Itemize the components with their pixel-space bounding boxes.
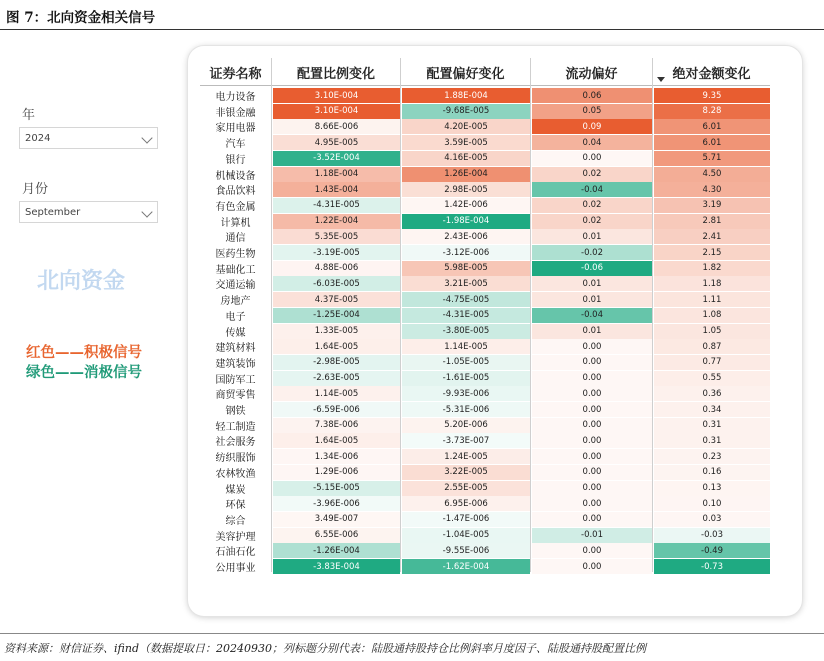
table-cell-liq[interactable]: 0.02 bbox=[532, 167, 652, 182]
row-label: 食品饮料 bbox=[215, 186, 256, 198]
table-cell-amt[interactable]: 0.13 bbox=[654, 481, 770, 496]
table-cell-ratio[interactable]: -6.03E-005 bbox=[273, 276, 400, 291]
table-cell-amt[interactable]: 0.10 bbox=[654, 496, 770, 511]
table-cell-ratio[interactable]: -3.52E-004 bbox=[273, 151, 400, 166]
column-header-amount[interactable]: 绝对金额变化 bbox=[672, 67, 751, 82]
table-cell-ratio[interactable]: 3.49E-007 bbox=[273, 512, 400, 527]
table-cell-amt[interactable]: 1.11 bbox=[654, 292, 770, 307]
row-label: 通信 bbox=[225, 233, 246, 245]
table-cell-pref[interactable]: 2.55E-005 bbox=[402, 481, 530, 496]
table-cell-pref[interactable]: -4.75E-005 bbox=[402, 292, 530, 307]
row-label: 综合 bbox=[225, 515, 246, 527]
table-cell-amt[interactable]: 0.03 bbox=[654, 512, 770, 527]
legend-negative: 绿色——消极信号 bbox=[26, 365, 142, 381]
table-cell-pref[interactable]: 5.20E-006 bbox=[402, 418, 530, 433]
table-cell-amt[interactable]: 0.16 bbox=[654, 465, 770, 480]
table-cell-ratio[interactable]: 1.64E-005 bbox=[273, 339, 400, 354]
table-cell-ratio[interactable]: 1.22E-004 bbox=[273, 214, 400, 229]
table-cell-liq[interactable]: 0.01 bbox=[532, 229, 652, 244]
table-cell-amt[interactable]: 1.82 bbox=[654, 261, 770, 276]
row-label: 医药生物 bbox=[215, 249, 256, 260]
chevron-down-icon bbox=[141, 132, 152, 143]
table-cell-ratio[interactable]: 3.10E-004 bbox=[273, 104, 400, 119]
column-header-liquidity[interactable]: 流动偏好 bbox=[565, 67, 618, 82]
row-label: 计算机 bbox=[220, 217, 251, 229]
table-cell-ratio[interactable]: 1.33E-005 bbox=[273, 324, 400, 339]
month-filter-label: 月份 bbox=[22, 182, 49, 197]
year-select-value: 2024 bbox=[25, 133, 51, 144]
row-label: 房地产 bbox=[220, 296, 251, 308]
table-cell-amt[interactable]: 1.18 bbox=[654, 276, 770, 291]
table-cell-pref[interactable]: 5.98E-005 bbox=[402, 261, 530, 276]
table-cell-ratio[interactable]: 1.14E-005 bbox=[273, 386, 400, 401]
table-cell-amt[interactable]: 2.41 bbox=[654, 229, 770, 244]
year-filter-label: 年 bbox=[22, 108, 36, 123]
table-cell-pref[interactable]: -3.12E-006 bbox=[402, 245, 530, 260]
table-cell-pref[interactable]: 4.16E-005 bbox=[402, 151, 530, 166]
source-note: 资料来源：财信证券、ifind（数据提取日：20240930；列标题分别代表：陆股通持股持仓比例斜率月度因子、陆股通持股配置比例 bbox=[4, 642, 646, 655]
table-cell-ratio[interactable]: 3.10E-004 bbox=[273, 88, 400, 103]
table-cell-liq[interactable]: 0.01 bbox=[532, 276, 652, 291]
table-cell-amt[interactable]: 0.23 bbox=[654, 449, 770, 464]
table-cell-pref[interactable]: -1.62E-004 bbox=[402, 559, 530, 574]
table-cell-pref[interactable]: -1.47E-006 bbox=[402, 512, 530, 527]
row-label: 钢铁 bbox=[225, 406, 246, 417]
row-label: 石油石化 bbox=[215, 547, 256, 559]
table-cell-liq[interactable]: 0.04 bbox=[532, 135, 652, 150]
table-cell-ratio[interactable]: -2.98E-005 bbox=[273, 355, 400, 370]
table-cell-pref[interactable]: 1.26E-004 bbox=[402, 167, 530, 182]
column-separator bbox=[271, 58, 272, 572]
table-cell-pref[interactable]: 3.22E-005 bbox=[402, 465, 530, 480]
table-cell-pref[interactable]: 4.20E-005 bbox=[402, 119, 530, 134]
column-header-name[interactable]: 证券名称 bbox=[209, 67, 262, 82]
legend-positive: 红色——积极信号 bbox=[26, 345, 142, 361]
row-label: 公用事业 bbox=[215, 563, 256, 574]
sort-descending-icon[interactable] bbox=[657, 77, 665, 82]
table-cell-ratio[interactable]: -3.96E-006 bbox=[273, 496, 400, 511]
table-cell-liq[interactable]: 0.00 bbox=[532, 418, 652, 433]
table-cell-ratio[interactable]: -4.31E-005 bbox=[273, 198, 400, 213]
table-cell-liq[interactable]: 0.00 bbox=[532, 512, 652, 527]
table-cell-amt[interactable]: 4.30 bbox=[654, 182, 770, 197]
table-cell-liq[interactable]: 0.09 bbox=[532, 119, 652, 134]
table-cell-amt[interactable]: 0.34 bbox=[654, 402, 770, 417]
table-cell-ratio[interactable]: 4.88E-006 bbox=[273, 261, 400, 276]
table-cell-pref[interactable]: -9.68E-005 bbox=[402, 104, 530, 119]
table-cell-liq[interactable]: 0.00 bbox=[532, 543, 652, 558]
table-cell-liq[interactable]: 0.02 bbox=[532, 214, 652, 229]
table-cell-liq[interactable]: 0.00 bbox=[532, 151, 652, 166]
column-separator bbox=[400, 58, 401, 572]
title-rule bbox=[0, 29, 824, 30]
table-cell-ratio[interactable]: 4.95E-005 bbox=[273, 135, 400, 150]
row-label: 机械设备 bbox=[215, 170, 256, 182]
table-cell-liq[interactable]: -0.01 bbox=[532, 528, 652, 543]
table-cell-ratio[interactable]: -1.25E-004 bbox=[273, 308, 400, 323]
figure-title: 图 7：北向资金相关信号 bbox=[6, 10, 156, 26]
table-cell-amt[interactable]: 0.31 bbox=[654, 433, 770, 448]
year-select[interactable] bbox=[19, 127, 158, 149]
table-cell-pref[interactable]: 2.98E-005 bbox=[402, 182, 530, 197]
row-label: 美容护理 bbox=[215, 531, 256, 543]
row-label: 纺织服饰 bbox=[215, 453, 256, 465]
table-cell-amt[interactable]: 0.36 bbox=[654, 386, 770, 401]
month-select[interactable] bbox=[19, 201, 158, 223]
table-cell-amt[interactable]: 5.71 bbox=[654, 151, 770, 166]
table-cell-liq[interactable]: 0.00 bbox=[532, 496, 652, 511]
table-cell-pref[interactable]: -9.93E-006 bbox=[402, 386, 530, 401]
column-header-pref[interactable]: 配置偏好变化 bbox=[426, 67, 505, 82]
table-cell-pref[interactable]: -5.31E-006 bbox=[402, 402, 530, 417]
table-cell-ratio[interactable]: 1.34E-006 bbox=[273, 449, 400, 464]
table-cell-pref[interactable]: 1.88E-004 bbox=[402, 88, 530, 103]
table-cell-ratio[interactable]: -3.83E-004 bbox=[273, 559, 400, 574]
row-label: 建筑装饰 bbox=[215, 358, 256, 370]
table-cell-amt[interactable]: 8.28 bbox=[654, 104, 770, 119]
table-cell-liq[interactable]: -0.06 bbox=[532, 261, 652, 276]
month-select-value: September bbox=[25, 207, 81, 218]
table-cell-ratio[interactable]: 4.37E-005 bbox=[273, 292, 400, 307]
northbound-title: 北向资金 bbox=[37, 269, 126, 294]
table-cell-pref[interactable]: 2.43E-006 bbox=[402, 229, 530, 244]
table-cell-ratio[interactable]: -3.19E-005 bbox=[273, 245, 400, 260]
row-label: 有色金属 bbox=[215, 201, 256, 213]
table-cell-pref[interactable]: 3.21E-005 bbox=[402, 276, 530, 291]
table-cell-liq[interactable]: 0.00 bbox=[532, 402, 652, 417]
table-cell-pref[interactable]: -1.04E-005 bbox=[402, 528, 530, 543]
table-cell-pref[interactable]: -1.98E-004 bbox=[402, 214, 530, 229]
table-cell-ratio[interactable]: 1.43E-004 bbox=[273, 182, 400, 197]
table-cell-ratio[interactable]: 1.29E-006 bbox=[273, 465, 400, 480]
table-cell-pref[interactable]: 3.59E-005 bbox=[402, 135, 530, 150]
table-cell-ratio[interactable]: 5.35E-005 bbox=[273, 229, 400, 244]
table-cell-ratio[interactable]: 1.18E-004 bbox=[273, 167, 400, 182]
row-label: 银行 bbox=[225, 154, 246, 166]
table-cell-liq[interactable]: 0.00 bbox=[532, 386, 652, 401]
table-cell-ratio[interactable]: 8.66E-006 bbox=[273, 119, 400, 134]
row-label: 非银金融 bbox=[215, 107, 256, 119]
table-cell-liq[interactable]: 0.01 bbox=[532, 292, 652, 307]
table-cell-amt[interactable]: 0.55 bbox=[654, 371, 770, 386]
table-cell-liq[interactable]: 0.00 bbox=[532, 371, 652, 386]
table-cell-ratio[interactable]: 6.55E-006 bbox=[273, 528, 400, 543]
table-cell-pref[interactable]: 1.14E-005 bbox=[402, 339, 530, 354]
table-cell-pref[interactable]: 6.95E-006 bbox=[402, 496, 530, 511]
row-label: 建筑材料 bbox=[215, 343, 256, 355]
table-cell-liq[interactable]: 0.00 bbox=[532, 355, 652, 370]
column-header-ratio[interactable]: 配置比例变化 bbox=[296, 67, 375, 82]
table-cell-amt[interactable]: 2.81 bbox=[654, 214, 770, 229]
table-cell-liq[interactable]: 0.06 bbox=[532, 88, 652, 103]
table-cell-ratio[interactable]: -5.15E-005 bbox=[273, 481, 400, 496]
table-cell-amt[interactable]: -0.73 bbox=[654, 559, 770, 574]
column-separator bbox=[530, 58, 531, 572]
table-cell-amt[interactable]: 1.05 bbox=[654, 324, 770, 339]
table-cell-amt[interactable]: 0.77 bbox=[654, 355, 770, 370]
table-cell-liq[interactable]: 0.00 bbox=[532, 339, 652, 354]
table-cell-liq[interactable]: 0.00 bbox=[532, 481, 652, 496]
table-cell-amt[interactable]: 4.50 bbox=[654, 167, 770, 182]
table-cell-liq[interactable]: -0.04 bbox=[532, 308, 652, 323]
table-cell-liq[interactable]: 0.02 bbox=[532, 198, 652, 213]
table-cell-amt[interactable]: 2.15 bbox=[654, 245, 770, 260]
table-cell-liq[interactable]: -0.04 bbox=[532, 182, 652, 197]
column-separator bbox=[652, 58, 653, 572]
table-cell-amt[interactable]: 1.08 bbox=[654, 308, 770, 323]
table-cell-pref[interactable]: 1.24E-005 bbox=[402, 449, 530, 464]
table-cell-amt[interactable]: 0.87 bbox=[654, 339, 770, 354]
source-rule bbox=[0, 633, 824, 634]
row-label: 环保 bbox=[225, 500, 246, 512]
table-cell-pref[interactable]: -4.31E-005 bbox=[402, 308, 530, 323]
table-cell-amt[interactable]: -0.03 bbox=[654, 528, 770, 543]
row-label: 社会服务 bbox=[215, 437, 256, 449]
table-cell-pref[interactable]: -3.73E-007 bbox=[402, 433, 530, 448]
table-cell-ratio[interactable]: -6.59E-006 bbox=[273, 402, 400, 417]
table-cell-liq[interactable]: 0.00 bbox=[532, 465, 652, 480]
row-label: 交通运输 bbox=[215, 280, 256, 292]
table-cell-amt[interactable]: 6.01 bbox=[654, 135, 770, 150]
table-cell-ratio[interactable]: 7.38E-006 bbox=[273, 418, 400, 433]
row-label: 商贸零售 bbox=[215, 390, 256, 402]
row-label: 轻工制造 bbox=[215, 421, 256, 433]
row-label: 电子 bbox=[225, 311, 246, 323]
row-label: 国防军工 bbox=[215, 374, 256, 386]
header-rule bbox=[200, 85, 770, 86]
table-cell-ratio[interactable]: -2.63E-005 bbox=[273, 371, 400, 386]
row-label: 电力设备 bbox=[215, 92, 256, 103]
table-cell-ratio[interactable]: -1.26E-004 bbox=[273, 543, 400, 558]
table-cell-amt[interactable]: -0.49 bbox=[654, 543, 770, 558]
table-cell-amt[interactable]: 3.19 bbox=[654, 198, 770, 213]
table-cell-liq[interactable]: -0.02 bbox=[532, 245, 652, 260]
chevron-down-icon bbox=[141, 206, 152, 217]
row-label: 汽车 bbox=[225, 139, 246, 151]
row-label: 基础化工 bbox=[215, 264, 256, 276]
table-cell-liq[interactable]: 0.01 bbox=[532, 324, 652, 339]
row-label: 家用电器 bbox=[215, 123, 256, 135]
table-cell-amt[interactable]: 9.35 bbox=[654, 88, 770, 103]
row-label: 煤炭 bbox=[225, 484, 246, 496]
table-cell-liq[interactable]: 0.00 bbox=[532, 559, 652, 574]
table-cell-pref[interactable]: -1.05E-005 bbox=[402, 355, 530, 370]
table-cell-pref[interactable]: -3.80E-005 bbox=[402, 324, 530, 339]
table-cell-amt[interactable]: 6.01 bbox=[654, 119, 770, 134]
table-cell-pref[interactable]: -1.61E-005 bbox=[402, 371, 530, 386]
table-cell-liq[interactable]: 0.00 bbox=[532, 449, 652, 464]
row-label: 农林牧渔 bbox=[215, 468, 256, 480]
row-label: 传媒 bbox=[225, 327, 246, 339]
table-cell-amt[interactable]: 0.31 bbox=[654, 418, 770, 433]
table-cell-liq[interactable]: 0.00 bbox=[532, 433, 652, 448]
table-cell-pref[interactable]: 1.42E-006 bbox=[402, 198, 530, 213]
table-cell-ratio[interactable]: 1.64E-005 bbox=[273, 433, 400, 448]
table-cell-liq[interactable]: 0.05 bbox=[532, 104, 652, 119]
table-cell-pref[interactable]: -9.55E-006 bbox=[402, 543, 530, 558]
